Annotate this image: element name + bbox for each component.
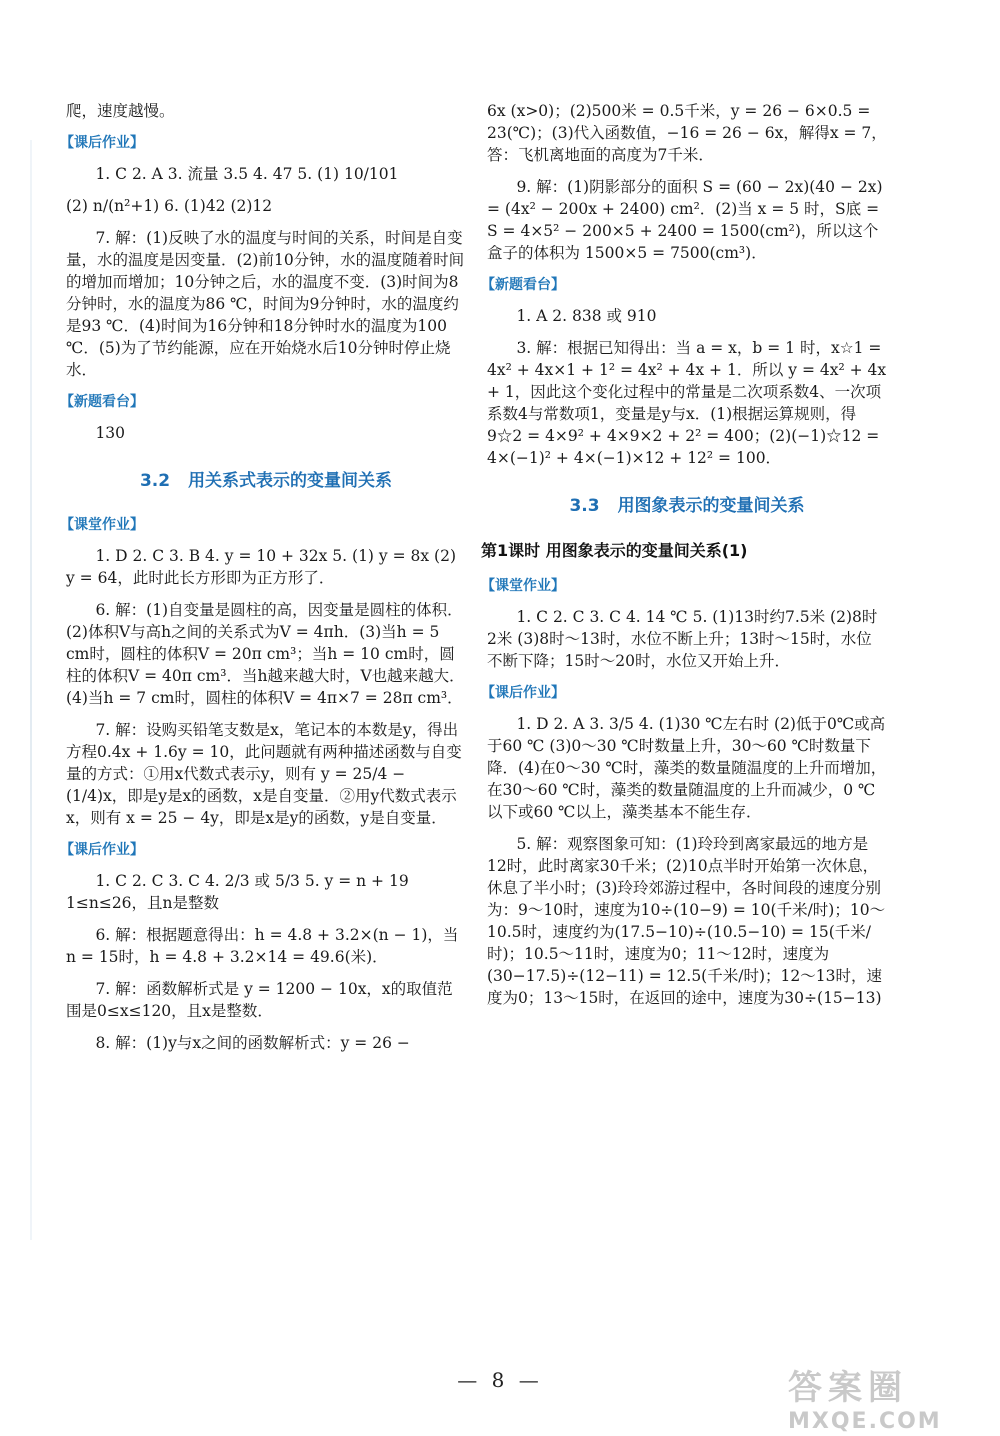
answer-paragraph: 1. C 2. C 3. C 4. 2/3 或 5/3 5. y = n + 19 1≤n≤26，且n是整数: [66, 872, 409, 912]
answer-paragraph: 1. C 2. A 3. 流量 3.5 4. 47 5. (1) 10/101: [95, 165, 399, 183]
section-tag: 【课堂作业】: [481, 578, 565, 594]
answer-paragraph: 7. 解：设购买铅笔支数是x，笔记本的本数是y，得出方程0.4x + 1.6y = 10，此问题就有两种描述函数与自变量的方式：①用x代数式表示y，则有 y = 25/4 − (1/4)x，即是y是x的函数，x是自变量．②用y代数式表示x，则有 x = 25 − 4y，即是x是y的函数，y是自变量．: [66, 721, 462, 827]
answer-paragraph: (2) n/(n²+1) 6. (1)42 (2)12: [66, 197, 273, 215]
page-number: — 8 —: [457, 1368, 543, 1392]
section-heading: [487, 493, 887, 519]
answer-paragraph: 1. C 2. C 3. C 4. 14 ℃ 5. (1)13时约7.5米 (2)8时 2米 (3)8时～13时，水位不断上升；13时～15时，水位不断下降；15时～20时，水位又开始上升．: [487, 608, 878, 670]
answer-paragraph: 9. 解：(1)阴影部分的面积 S = (60 − 2x)(40 − 2x) = (4x² − 200x + 2400) cm²．(2)当 x = 5 时，S底 = S = 4×5² − 200×5 + 2400 = 1500(cm²)，所以这个盒子的体积为 1500×5 = 7500(cm³)．: [487, 178, 883, 262]
section-tag: 【课后作业】: [60, 842, 144, 858]
watermark-top: 答案圈: [788, 1368, 908, 1408]
section-tag: 【课后作业】: [481, 685, 565, 701]
section-heading: [66, 468, 466, 494]
section-title: 用关系式表示的变量间关系: [188, 471, 393, 491]
answer-paragraph: 爬，速度越慢。: [66, 102, 175, 120]
binding-shadow: [30, 140, 32, 1240]
answer-paragraph: 1. A 2. 838 或 910: [516, 307, 657, 325]
answer-paragraph: 8. 解：(1)y与x之间的函数解析式：y = 26 −: [95, 1034, 410, 1052]
left-column: [60, 100, 466, 1064]
answer-paragraph: 1. D 2. A 3. 3/5 4. (1)30 ℃左右时 (2)低于0℃或高于60 ℃ (3)0～30 ℃时数量上升，30～60 ℃时数量下降．(4)在0～30 ℃时，藻类的数量随温度的上升而增加，在30～60 ℃时，藻类的数量随温度的上升而减少，0 ℃以下或60 ℃以上，藻类基本不能生存．: [487, 715, 887, 821]
answer-paragraph: 1. D 2. C 3. B 4. y = 10 + 32x 5. (1) y = 8x (2) y = 64，此时此长方形即为正方形了．: [66, 547, 456, 587]
answer-paragraph: 7. 解：函数解析式是 y = 1200 − 10x，x的取值范围是0≤x≤120，且x是整数．: [66, 980, 453, 1020]
answer-paragraph: 6x (x>0)；(2)500米 = 0.5千米，y = 26 − 6×0.5 = 23(℃)；(3)代入函数值，−16 = 26 − 6x，解得x = 7，答：飞机离地面的高度为7千米．: [487, 102, 887, 164]
answer-paragraph: 130: [95, 424, 126, 442]
section-title: 用图象表示的变量间关系: [617, 496, 805, 516]
answer-paragraph: 3. 解：根据已知得出：当 a = x，b = 1 时，x☆1 = 4x² + 4x×1 + 1² = 4x² + 4x + 1．所以 y = 4x² + 4x + 1，因此这个变化过程中的常量是二次项系数4、一次项系数4与常数项1，变量是y与x．(1)根据运算规则，得 9☆2 = 4×9² + 4×9×2 + 2² = 400；(2)(−1)☆12 = 4×(−1)² + 4×(−1)×12 + 12² = 100．: [487, 339, 887, 467]
answer-paragraph: 7. 解：(1)反映了水的温度与时间的关系，时间是自变量，水的温度是因变量．(2)前10分钟，水的温度随着时间的增加而增加；10分钟之后，水的温度不变．(3)时间为8分钟时，水的温度为86 ℃，时间为9分钟时，水的温度约是93 ℃．(4)时间为16分钟和18分钟时水的温度为100 ℃．(5)为了节约能源，应在开始烧水后10分钟时停止烧水．: [66, 229, 465, 379]
section-number: 3.2: [139, 471, 171, 491]
right-column: [481, 100, 887, 1019]
section-tag: 【新题看台】: [60, 394, 144, 410]
answer-paragraph: 5. 解：观察图象可知：(1)玲玲到离家最远的地方是12时，此时离家30千米；(2)10点半时开始第一次休息，休息了半小时；(3)玲玲郊游过程中，各时间段的速度分别为：9～10时，速度为10÷(10−9) = 10(千米/时)；10～10.5时，速度约为(17.5−10)÷(10.5−10) = 15(千米/时)；10.5～11时，速度为0；11～12时，速度为(30−17.5)÷(12−11) = 12.5(千米/时)；12～13时，速度为0；13～15时，在返回的途中，速度为30÷(15−13): [487, 835, 886, 1007]
section-tag: 【新题看台】: [481, 277, 565, 293]
answer-paragraph: 6. 解：(1)自变量是圆柱的高，因变量是圆柱的体积．(2)体积V与高h之间的关系式为V = 4πh．(3)当h = 5 cm时，圆柱的体积V = 20π cm³；当h = 10 cm时，圆柱的体积V = 40π cm³．当h越来越大时，V也越来越大．(4)当h = 7 cm时，圆柱的体积V = 4π×7 = 28π cm³．: [66, 601, 465, 707]
section-tag: 【课后作业】: [60, 135, 144, 151]
section-tag: 【课堂作业】: [60, 517, 144, 533]
watermark-logo: [788, 1360, 978, 1434]
section-number: 3.3: [569, 496, 600, 516]
lesson-heading: 第1课时 用图象表示的变量间关系(1): [481, 541, 748, 560]
watermark-bottom: MXQE.COM: [788, 1409, 942, 1434]
answer-paragraph: 6. 解：根据题意得出：h = 4.8 + 3.2×(n − 1)，当n = 15时，h = 4.8 + 3.2×14 = 49.6(米)．: [66, 926, 459, 966]
